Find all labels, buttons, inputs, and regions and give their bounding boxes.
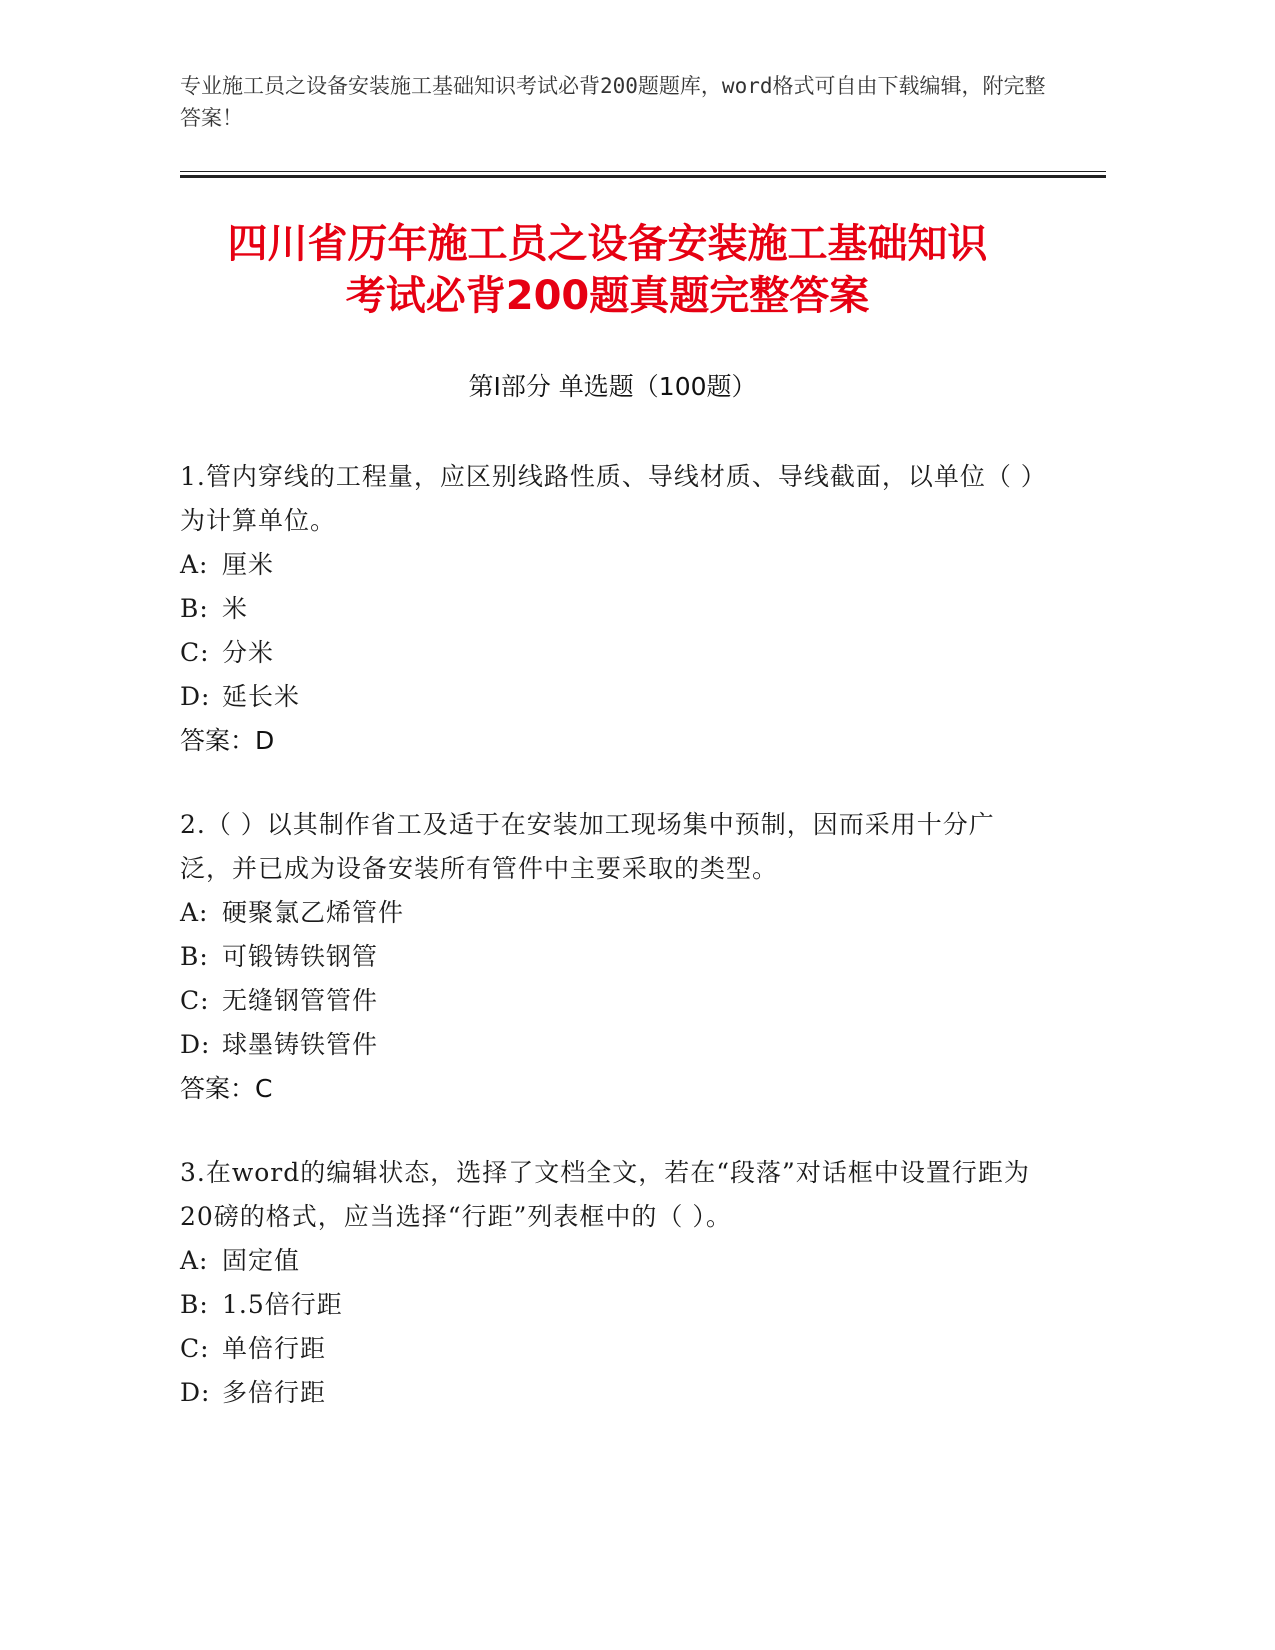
option-text: 1.5倍行距: [222, 1290, 343, 1319]
question-1: [180, 455, 1040, 763]
option-key: C:: [180, 638, 210, 667]
option-text: 球墨铸铁管件: [222, 1030, 379, 1059]
question-text: 2.（ ）以其制作省工及适于在安装加工现场集中预制，因而采用十分广泛，并已成为设备安装所有管件中主要采取的类型。: [180, 810, 995, 883]
question-list: [180, 455, 1040, 1455]
option-key: B:: [180, 1290, 209, 1319]
option-text: 米: [222, 594, 249, 623]
section-title: 第I部分 单选题（100题）: [468, 372, 757, 401]
option-d: [180, 1371, 1040, 1415]
option-key: D:: [180, 1030, 211, 1059]
question-text: 3.在word的编辑状态，选择了文档全文，若在“段落”对话框中设置行距为20磅的格式，应当选择“行距”列表框中的（ ）。: [180, 1158, 1030, 1231]
option-key: D:: [180, 682, 211, 711]
option-b: [180, 935, 1040, 979]
question-2: [180, 803, 1040, 1111]
option-text: 无缝钢管管件: [222, 986, 379, 1015]
option-b: [180, 587, 1040, 631]
answer-line: 答案：D: [180, 726, 275, 755]
option-text: 硬聚氯乙烯管件: [222, 898, 405, 927]
document-title-line-2: 考试必背200题真题完整答案: [345, 273, 870, 319]
option-text: 延长米: [222, 682, 301, 711]
option-key: D:: [180, 1378, 211, 1407]
document-title-line-1: 四川省历年施工员之设备安装施工基础知识: [227, 221, 988, 267]
option-b: [180, 1283, 1040, 1327]
option-d: [180, 1023, 1040, 1067]
header-note: 专业施工员之设备安装施工基础知识考试必背200题题库，word格式可自由下载编辑，附完整答案！: [180, 74, 1046, 130]
header-rule-thick: [180, 175, 1106, 178]
option-text: 固定值: [222, 1246, 301, 1275]
option-a: [180, 543, 1040, 587]
question-3: [180, 1151, 1040, 1415]
option-key: C:: [180, 1334, 210, 1363]
option-c: [180, 1327, 1040, 1371]
option-key: A:: [180, 898, 209, 927]
option-text: 分米: [222, 638, 275, 667]
option-d: [180, 675, 1040, 719]
question-text: 1.管内穿线的工程量，应区别线路性质、导线材质、导线截面，以单位（ ）为计算单位。: [180, 462, 1035, 535]
option-c: [180, 979, 1040, 1023]
option-key: A:: [180, 1246, 209, 1275]
header-rule-thin: [180, 171, 1106, 172]
option-text: 厘米: [222, 550, 275, 579]
option-text: 单倍行距: [222, 1334, 327, 1363]
option-c: [180, 631, 1040, 675]
option-a: [180, 1239, 1040, 1283]
option-key: B:: [180, 942, 209, 971]
option-key: A:: [180, 550, 209, 579]
document-title: [150, 218, 1065, 322]
option-text: 多倍行距: [222, 1378, 327, 1407]
answer-line: 答案：C: [180, 1074, 273, 1103]
option-text: 可锻铸铁钢管: [222, 942, 379, 971]
option-a: [180, 891, 1040, 935]
option-key: B:: [180, 594, 209, 623]
option-key: C:: [180, 986, 210, 1015]
